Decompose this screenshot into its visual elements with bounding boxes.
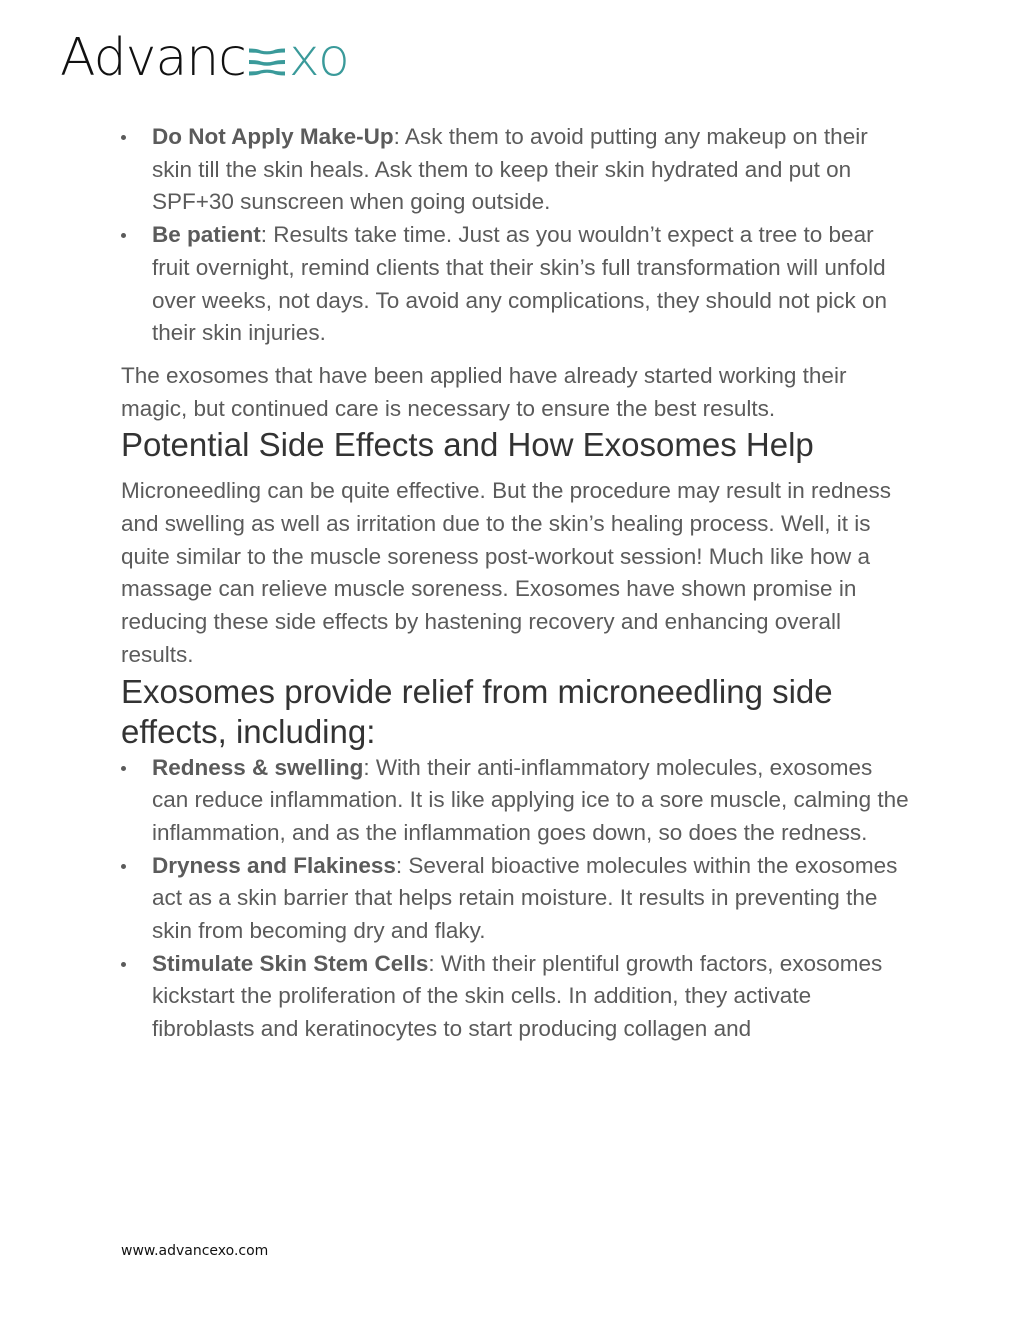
list-item xyxy=(121,752,911,850)
list-item-text: : Results take time. Just as you wouldn’t expect a tree to bear fruit overnight, remind clients that their skin’s full transformation will unfold over weeks, not days. To avoid any complications, they should not pick on their skin injuries. xyxy=(152,222,887,346)
section-heading-relief: Exosomes provide relief from microneedling side effects, including: xyxy=(121,672,833,750)
list-item-term: Redness & swelling xyxy=(152,754,364,780)
brand-logo xyxy=(60,30,350,86)
document-body xyxy=(121,121,911,1046)
section-heading-side-effects: Potential Side Effects and How Exosomes Help xyxy=(121,426,814,464)
list-item-text: : Ask them to avoid putting any makeup on their skin till the skin heals. Ask them to keep their skin hydrated and put on SPF+30 sunscreen when going outside. xyxy=(152,124,868,215)
aftercare-list xyxy=(121,121,911,350)
bullet-icon xyxy=(121,233,126,238)
list-item xyxy=(121,948,911,1046)
list-item-term: Stimulate Skin Stem Cells xyxy=(152,950,429,976)
list-item-term: Do Not Apply Make-Up xyxy=(152,124,394,149)
list-item-text: : With their plentiful growth factors, exosomes kickstart the proliferation of the skin cells. In addition, they activate fibroblasts and keratinocytes to start producing collagen and xyxy=(152,950,883,1042)
list-item xyxy=(121,850,911,948)
logo-exosome-e-icon xyxy=(247,47,287,77)
bullet-icon xyxy=(121,962,126,967)
bullet-icon xyxy=(121,766,126,771)
relief-list xyxy=(121,752,911,1046)
list-item-text: : Several bioactive molecules within the exosomes act as a skin barrier that helps retain moisture. It results in preventing the skin from becoming dry and flaky. xyxy=(152,852,898,944)
list-item-text: : With their anti-inflammatory molecules, exosomes can reduce inflammation. It is like applying ice to a sore muscle, calming the inflammation, and as the inflammation goes down, so does the redness. xyxy=(152,754,909,845)
list-item-term: Dryness and Flakiness xyxy=(152,852,396,878)
list-item xyxy=(121,121,911,219)
logo-text-accent: xo xyxy=(288,28,350,88)
bullet-icon xyxy=(121,864,126,869)
logo-text-main: Advanc xyxy=(60,28,246,88)
paragraph-continued-care: The exosomes that have been applied have already started working their magic, but continued care is necessary to ensure the best results. xyxy=(121,362,847,421)
list-item-term: Be patient xyxy=(152,222,261,248)
list-item xyxy=(121,219,911,350)
paragraph-microneedling: Microneedling can be quite effective. But the procedure may result in redness and swelling as well as irritation due to the skin’s healing process. Well, it is quite similar to the muscle soreness post-workout session! Much like how a massage can relieve muscle soreness. Exosomes have shown promise in reducing these side effects by hastening recovery and enhancing overall results. xyxy=(121,478,892,667)
footer-url: www.advancexo.com xyxy=(121,1243,269,1259)
bullet-icon xyxy=(121,135,126,140)
